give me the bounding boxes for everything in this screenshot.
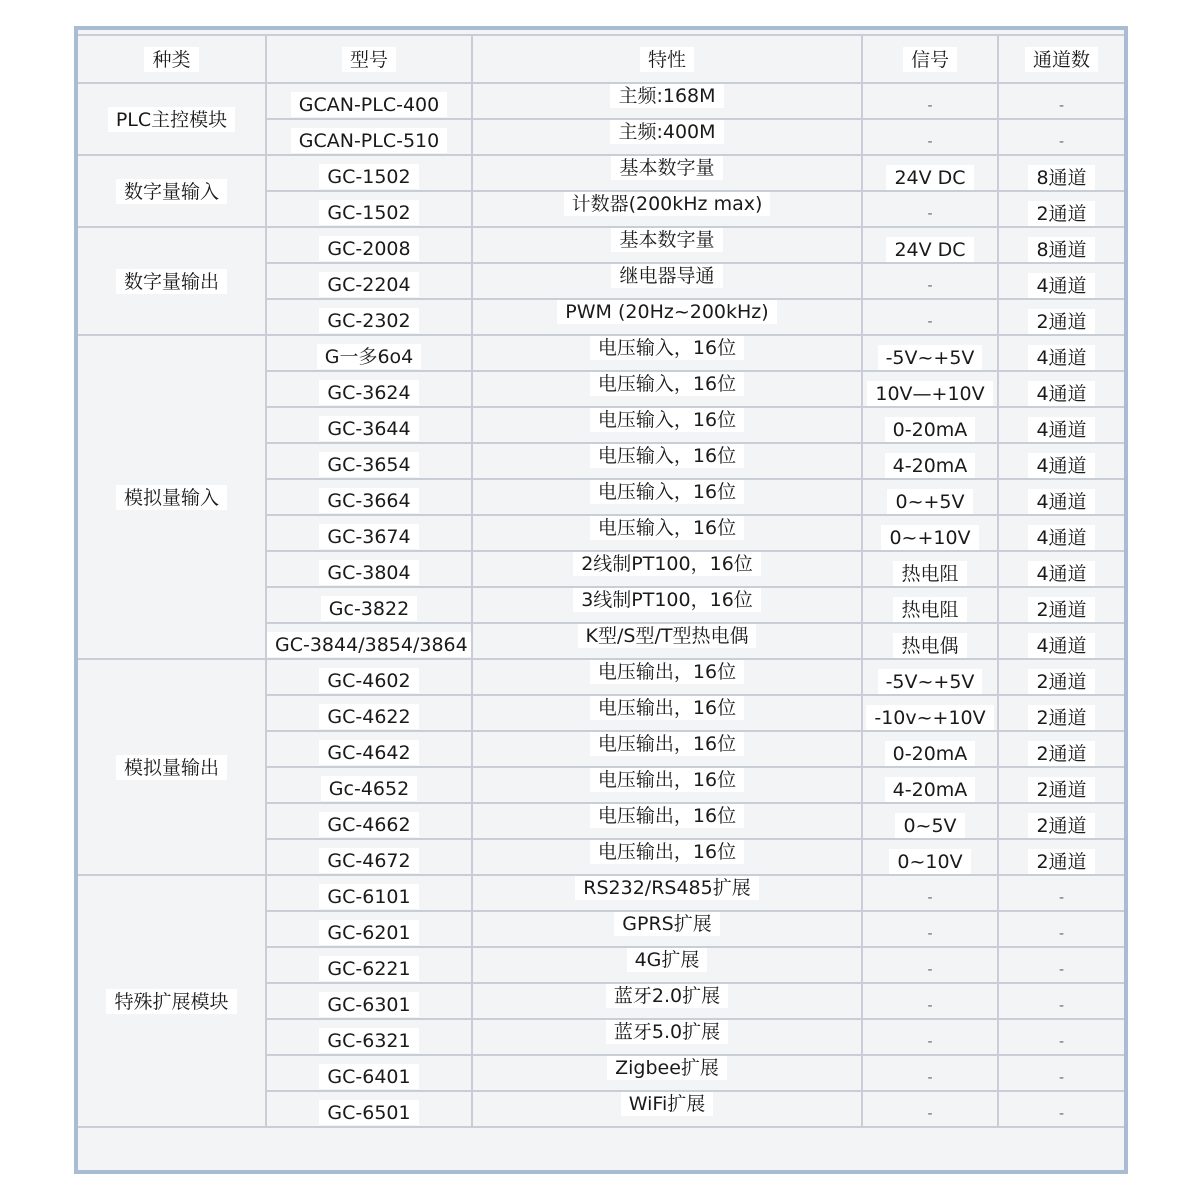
category-label: PLC主控模块 — [108, 107, 235, 132]
channels-value: - — [1058, 1070, 1065, 1086]
feature-cell — [472, 479, 862, 515]
category-label: 数字量输入 — [116, 179, 227, 204]
channels-cell — [998, 875, 1124, 911]
model-cell — [266, 911, 472, 947]
model-cell — [266, 515, 472, 551]
channels-value: 4通道 — [1028, 633, 1094, 658]
table-row — [78, 83, 1124, 119]
feature-value: 电压输入，16位 — [590, 335, 744, 360]
signal-cell — [862, 551, 998, 587]
signal-cell — [862, 227, 998, 263]
feature-cell — [472, 299, 862, 335]
model-value: GC-4622 — [319, 704, 418, 729]
table-body — [78, 83, 1124, 1127]
feature-cell — [472, 371, 862, 407]
feature-cell — [472, 335, 862, 371]
channels-value: 2通道 — [1028, 813, 1094, 838]
feature-value: 3线制PT100，16位 — [573, 587, 761, 612]
feature-value: 蓝牙2.0扩展 — [606, 983, 728, 1008]
model-value: GC-3804 — [319, 560, 418, 585]
channels-cell — [998, 551, 1124, 587]
signal-value: 10V—+10V — [867, 381, 992, 406]
model-cell — [266, 695, 472, 731]
feature-cell — [472, 695, 862, 731]
channels-cell — [998, 155, 1124, 191]
model-value: GC-3644 — [319, 416, 418, 441]
category-cell — [78, 335, 266, 659]
channels-value: 2通道 — [1028, 741, 1094, 766]
signal-cell — [862, 983, 998, 1019]
signal-value: 4-20mA — [885, 453, 976, 478]
model-cell — [266, 731, 472, 767]
signal-value: 热电阻 — [893, 561, 966, 586]
channels-cell — [998, 335, 1124, 371]
model-cell — [266, 155, 472, 191]
feature-cell — [472, 983, 862, 1019]
model-value: GC-6321 — [319, 1028, 418, 1053]
channels-cell — [998, 479, 1124, 515]
signal-value: 0-20mA — [885, 741, 976, 766]
signal-cell — [862, 119, 998, 155]
channels-cell — [998, 191, 1124, 227]
feature-value: 电压输出，16位 — [590, 695, 744, 720]
category-cell — [78, 155, 266, 227]
signal-value: - — [927, 98, 933, 114]
channels-value: 2通道 — [1028, 669, 1094, 694]
feature-value: 电压输入，16位 — [590, 407, 744, 432]
model-value: GC-4662 — [319, 812, 418, 837]
model-value: GC-3664 — [319, 488, 418, 513]
channels-value: 4通道 — [1028, 417, 1094, 442]
signal-value: 24V DC — [886, 165, 973, 190]
feature-value: 电压输入，16位 — [590, 515, 744, 540]
feature-cell — [472, 191, 862, 227]
table-row — [78, 659, 1124, 695]
signal-cell — [862, 1055, 998, 1091]
signal-value: -5V~+5V — [878, 669, 983, 694]
feature-value: WiFi扩展 — [621, 1091, 713, 1116]
signal-cell — [862, 911, 998, 947]
model-cell — [266, 1019, 472, 1055]
channels-value: 2通道 — [1028, 309, 1094, 334]
feature-cell — [472, 1091, 862, 1127]
feature-value: 电压输出，16位 — [590, 767, 744, 792]
signal-value: 0-20mA — [885, 417, 976, 442]
channels-value: - — [1058, 962, 1065, 978]
channels-value: - — [1058, 98, 1065, 114]
signal-cell — [862, 263, 998, 299]
signal-value: - — [927, 926, 933, 942]
feature-value: 电压输出，16位 — [590, 803, 744, 828]
model-value: Gc-3822 — [321, 596, 417, 621]
channels-cell — [998, 839, 1124, 875]
signal-value: - — [927, 998, 933, 1014]
model-cell — [266, 371, 472, 407]
channels-cell — [998, 947, 1124, 983]
feature-cell — [472, 623, 862, 659]
channels-value: 2通道 — [1028, 849, 1094, 874]
signal-value: - — [927, 278, 933, 294]
model-value: GC-6301 — [319, 992, 418, 1017]
model-value: GC-2204 — [319, 272, 418, 297]
signal-value: - — [927, 1106, 933, 1122]
feature-cell — [472, 515, 862, 551]
signal-value: 0~5V — [895, 813, 964, 838]
channels-cell — [998, 1091, 1124, 1127]
channels-value: 2通道 — [1028, 777, 1094, 802]
channels-cell — [998, 731, 1124, 767]
model-cell — [266, 83, 472, 119]
model-cell — [266, 983, 472, 1019]
signal-cell — [862, 407, 998, 443]
signal-cell — [862, 515, 998, 551]
feature-value: 主频:400M — [610, 119, 723, 144]
channels-value: - — [1058, 134, 1065, 150]
feature-cell — [472, 1019, 862, 1055]
signal-value: - — [927, 1070, 933, 1086]
model-value: GC-1502 — [319, 200, 418, 225]
category-cell — [78, 659, 266, 875]
feature-value: 电压输入，16位 — [590, 479, 744, 504]
feature-cell — [472, 767, 862, 803]
feature-cell — [472, 119, 862, 155]
feature-value: 4G扩展 — [627, 947, 708, 972]
signal-value: 0~+10V — [881, 525, 978, 550]
channels-value: - — [1058, 1034, 1065, 1050]
feature-value: 电压输出，16位 — [590, 659, 744, 684]
feature-cell — [472, 911, 862, 947]
model-cell — [266, 623, 472, 659]
feature-cell — [472, 83, 862, 119]
signal-value: - — [927, 962, 933, 978]
model-cell — [266, 227, 472, 263]
channels-cell — [998, 1055, 1124, 1091]
channels-value: 4通道 — [1028, 453, 1094, 478]
model-cell — [266, 659, 472, 695]
signal-cell — [862, 875, 998, 911]
channels-cell — [998, 587, 1124, 623]
signal-cell — [862, 1019, 998, 1055]
feature-cell — [472, 407, 862, 443]
signal-value: - — [927, 890, 933, 906]
signal-cell — [862, 947, 998, 983]
model-cell — [266, 551, 472, 587]
signal-cell — [862, 695, 998, 731]
model-cell — [266, 263, 472, 299]
channels-cell — [998, 299, 1124, 335]
channels-cell — [998, 623, 1124, 659]
signal-value: - — [927, 314, 933, 330]
feature-cell — [472, 731, 862, 767]
channels-cell — [998, 911, 1124, 947]
signal-cell — [862, 299, 998, 335]
model-value: GC-4672 — [319, 848, 418, 873]
channels-value: - — [1058, 998, 1065, 1014]
feature-cell — [472, 443, 862, 479]
signal-cell — [862, 587, 998, 623]
category-label: 模拟量输出 — [116, 755, 227, 780]
table-row — [78, 155, 1124, 191]
feature-value: K型/S型/T型热电偶 — [578, 623, 757, 648]
channels-cell — [998, 515, 1124, 551]
feature-value: 继电器导通 — [611, 263, 722, 288]
feature-value: 电压输出，16位 — [590, 731, 744, 756]
channels-value: 4通道 — [1028, 489, 1094, 514]
feature-value: RS232/RS485扩展 — [575, 875, 758, 900]
header-model: 型号 — [266, 35, 472, 83]
signal-cell — [862, 335, 998, 371]
channels-value: 2通道 — [1028, 705, 1094, 730]
signal-cell — [862, 623, 998, 659]
channels-cell — [998, 695, 1124, 731]
feature-cell — [472, 947, 862, 983]
signal-cell — [862, 155, 998, 191]
signal-value: -10v~+10V — [866, 705, 993, 730]
header-signal: 信号 — [862, 35, 998, 83]
header-feature: 特性 — [472, 35, 862, 83]
channels-cell — [998, 227, 1124, 263]
channels-cell — [998, 1019, 1124, 1055]
model-value: GCAN-PLC-510 — [291, 128, 448, 153]
model-cell — [266, 767, 472, 803]
channels-value: 4通道 — [1028, 525, 1094, 550]
feature-value: 蓝牙5.0扩展 — [606, 1019, 728, 1044]
model-value: GCAN-PLC-400 — [291, 92, 448, 117]
feature-value: 基本数字量 — [611, 155, 722, 180]
channels-cell — [998, 83, 1124, 119]
channels-cell — [998, 407, 1124, 443]
model-value: GC-1502 — [319, 164, 418, 189]
signal-cell — [862, 191, 998, 227]
model-value: GC-3624 — [319, 380, 418, 405]
model-cell — [266, 1091, 472, 1127]
signal-cell — [862, 83, 998, 119]
feature-cell — [472, 659, 862, 695]
model-value: GC-3674 — [319, 524, 418, 549]
channels-cell — [998, 659, 1124, 695]
feature-cell — [472, 803, 862, 839]
category-label: 数字量输出 — [116, 269, 227, 294]
header-row — [78, 35, 1124, 83]
signal-cell — [862, 767, 998, 803]
channels-cell — [998, 371, 1124, 407]
signal-cell — [862, 659, 998, 695]
signal-value: - — [927, 134, 933, 150]
feature-value: 计数器(200kHz max) — [564, 191, 771, 216]
signal-value: 0~+5V — [887, 489, 972, 514]
model-cell — [266, 875, 472, 911]
channels-value: 8通道 — [1028, 165, 1094, 190]
channels-value: 4通道 — [1028, 273, 1094, 298]
channels-cell — [998, 983, 1124, 1019]
model-value: Gc-4652 — [321, 776, 417, 801]
feature-value: 主频:168M — [610, 83, 723, 108]
channels-cell — [998, 803, 1124, 839]
header-channels: 通道数 — [998, 35, 1124, 83]
model-value: GC-6201 — [319, 920, 418, 945]
module-spec-table — [78, 34, 1124, 1128]
channels-value: 4通道 — [1028, 561, 1094, 586]
model-cell — [266, 407, 472, 443]
table-row — [78, 335, 1124, 371]
category-label: 特殊扩展模块 — [106, 989, 236, 1014]
model-cell — [266, 299, 472, 335]
header-category: 种类 — [78, 35, 266, 83]
signal-cell — [862, 803, 998, 839]
channels-cell — [998, 263, 1124, 299]
model-cell — [266, 119, 472, 155]
model-cell — [266, 839, 472, 875]
model-cell — [266, 443, 472, 479]
feature-value: 2线制PT100，16位 — [573, 551, 761, 576]
signal-cell — [862, 479, 998, 515]
feature-cell — [472, 155, 862, 191]
channels-value: 8通道 — [1028, 237, 1094, 262]
model-value: GC-6401 — [319, 1064, 418, 1089]
signal-cell — [862, 443, 998, 479]
category-cell — [78, 83, 266, 155]
feature-value: GPRS扩展 — [614, 911, 719, 936]
signal-value: 4-20mA — [885, 777, 976, 802]
model-cell — [266, 587, 472, 623]
feature-cell — [472, 587, 862, 623]
model-cell — [266, 479, 472, 515]
model-cell — [266, 947, 472, 983]
channels-value: 4通道 — [1028, 381, 1094, 406]
model-cell — [266, 803, 472, 839]
signal-cell — [862, 371, 998, 407]
table-row — [78, 227, 1124, 263]
feature-value: Zigbee扩展 — [607, 1055, 727, 1080]
signal-value: 0~10V — [889, 849, 970, 874]
model-value: GC-4602 — [319, 668, 418, 693]
model-value: GC-6221 — [319, 956, 418, 981]
model-value: GC-3654 — [319, 452, 418, 477]
signal-cell — [862, 839, 998, 875]
channels-cell — [998, 767, 1124, 803]
channels-value: - — [1058, 1106, 1065, 1122]
feature-value: 电压输出，16位 — [590, 839, 744, 864]
signal-value: 24V DC — [886, 237, 973, 262]
category-label: 模拟量输入 — [116, 485, 227, 510]
model-value: GC-2302 — [319, 308, 418, 333]
feature-cell — [472, 839, 862, 875]
feature-value: 电压输入，16位 — [590, 371, 744, 396]
signal-value: - — [927, 206, 933, 222]
table-row — [78, 875, 1124, 911]
model-value: GC-4642 — [319, 740, 418, 765]
channels-cell — [998, 443, 1124, 479]
feature-value: PWM (20Hz~200kHz) — [557, 299, 776, 324]
channels-cell — [998, 119, 1124, 155]
module-spec-table-frame — [74, 26, 1128, 1174]
feature-cell — [472, 227, 862, 263]
channels-value: - — [1058, 890, 1065, 906]
model-value: GC-3844/3854/3864 — [267, 632, 472, 657]
signal-value: 热电阻 — [893, 597, 966, 622]
feature-value: 基本数字量 — [611, 227, 722, 252]
category-cell — [78, 875, 266, 1127]
category-cell — [78, 227, 266, 335]
feature-cell — [472, 551, 862, 587]
feature-cell — [472, 1055, 862, 1091]
signal-cell — [862, 731, 998, 767]
channels-value: 4通道 — [1028, 345, 1094, 370]
feature-value: 电压输入，16位 — [590, 443, 744, 468]
channels-value: 2通道 — [1028, 201, 1094, 226]
model-cell — [266, 335, 472, 371]
model-cell — [266, 1055, 472, 1091]
signal-cell — [862, 1091, 998, 1127]
channels-value: - — [1058, 926, 1065, 942]
signal-value: - — [927, 1034, 933, 1050]
model-cell — [266, 191, 472, 227]
model-value: G一多6o4 — [317, 344, 422, 369]
signal-value: -5V~+5V — [878, 345, 983, 370]
model-value: GC-2008 — [319, 236, 418, 261]
feature-cell — [472, 875, 862, 911]
channels-value: 2通道 — [1028, 597, 1094, 622]
signal-value: 热电偶 — [893, 633, 966, 658]
model-value: GC-6501 — [319, 1100, 418, 1125]
feature-cell — [472, 263, 862, 299]
model-value: GC-6101 — [319, 884, 418, 909]
